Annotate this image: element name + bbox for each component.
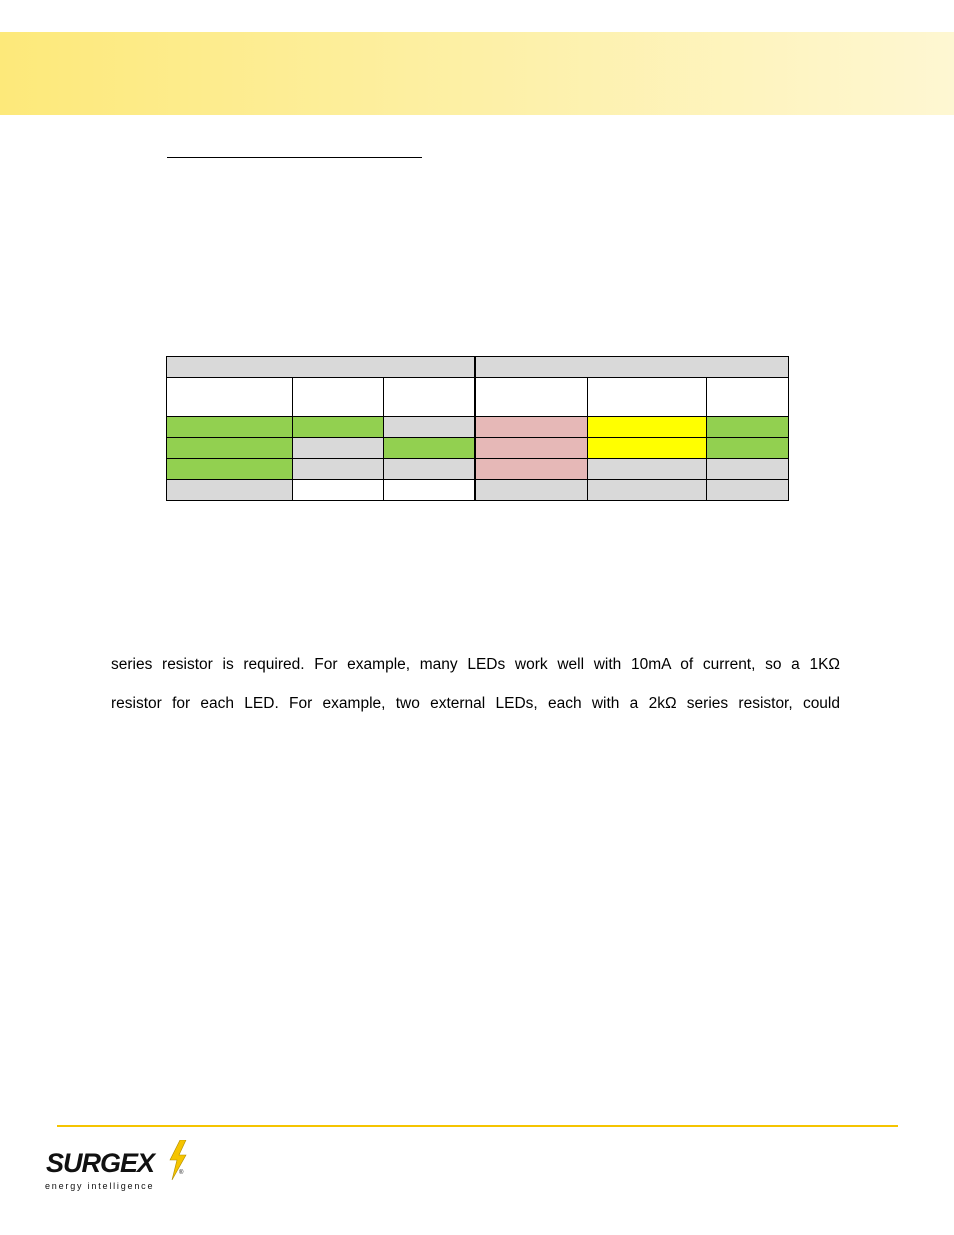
table-group-header-row xyxy=(167,357,789,378)
table-cell-grey xyxy=(475,480,588,501)
footer-divider xyxy=(57,1125,898,1127)
table-cell-green xyxy=(167,438,293,459)
led-status-table xyxy=(166,356,789,501)
table-column-header xyxy=(167,378,293,417)
table-cell-grey xyxy=(707,459,789,480)
table-row xyxy=(167,438,789,459)
table-cell-yellow xyxy=(588,438,707,459)
table-column-header xyxy=(588,378,707,417)
body-text-line: series resistor is required. For example, many LEDs work well with 10mA of current, so a 1KΩ xyxy=(111,656,840,673)
table-cell-grey xyxy=(384,417,475,438)
table-column-header-row xyxy=(167,378,789,417)
surgex-logo xyxy=(44,1140,194,1195)
table-column-header xyxy=(384,378,475,417)
table-cell-pink xyxy=(475,459,588,480)
table-cell-green xyxy=(707,417,789,438)
table-cell-grey xyxy=(707,480,789,501)
table-group-header-left xyxy=(167,357,475,378)
table-cell-yellow xyxy=(588,417,707,438)
section-heading-underline xyxy=(167,157,422,158)
table-row xyxy=(167,480,789,501)
table-column-header xyxy=(475,378,588,417)
table-row xyxy=(167,459,789,480)
table-row xyxy=(167,417,789,438)
header-banner xyxy=(0,32,954,115)
table-cell-white xyxy=(384,480,475,501)
table-group-header-right xyxy=(475,357,789,378)
table-cell-green xyxy=(167,459,293,480)
table-cell-pink xyxy=(475,417,588,438)
table-column-header xyxy=(293,378,384,417)
table-cell-grey xyxy=(588,480,707,501)
table-cell-grey xyxy=(293,459,384,480)
table-cell-grey xyxy=(588,459,707,480)
body-text-line: resistor for each LED. For example, two external LEDs, each with a 2kΩ series resistor, could xyxy=(111,695,840,712)
table-column-header xyxy=(707,378,789,417)
table-cell-green xyxy=(707,438,789,459)
logo-tagline: energy intelligence xyxy=(45,1181,155,1191)
table-cell-green xyxy=(384,438,475,459)
table-cell-grey xyxy=(384,459,475,480)
registered-mark-icon: ® xyxy=(179,1170,184,1176)
table-cell-grey xyxy=(293,438,384,459)
table-cell-green xyxy=(293,417,384,438)
lightning-bolt-icon xyxy=(166,1140,188,1180)
table-cell-white xyxy=(293,480,384,501)
table-cell-pink xyxy=(475,438,588,459)
table-cell-green xyxy=(167,417,293,438)
table-cell-grey xyxy=(167,480,293,501)
logo-wordmark: SURGEX xyxy=(46,1148,155,1178)
